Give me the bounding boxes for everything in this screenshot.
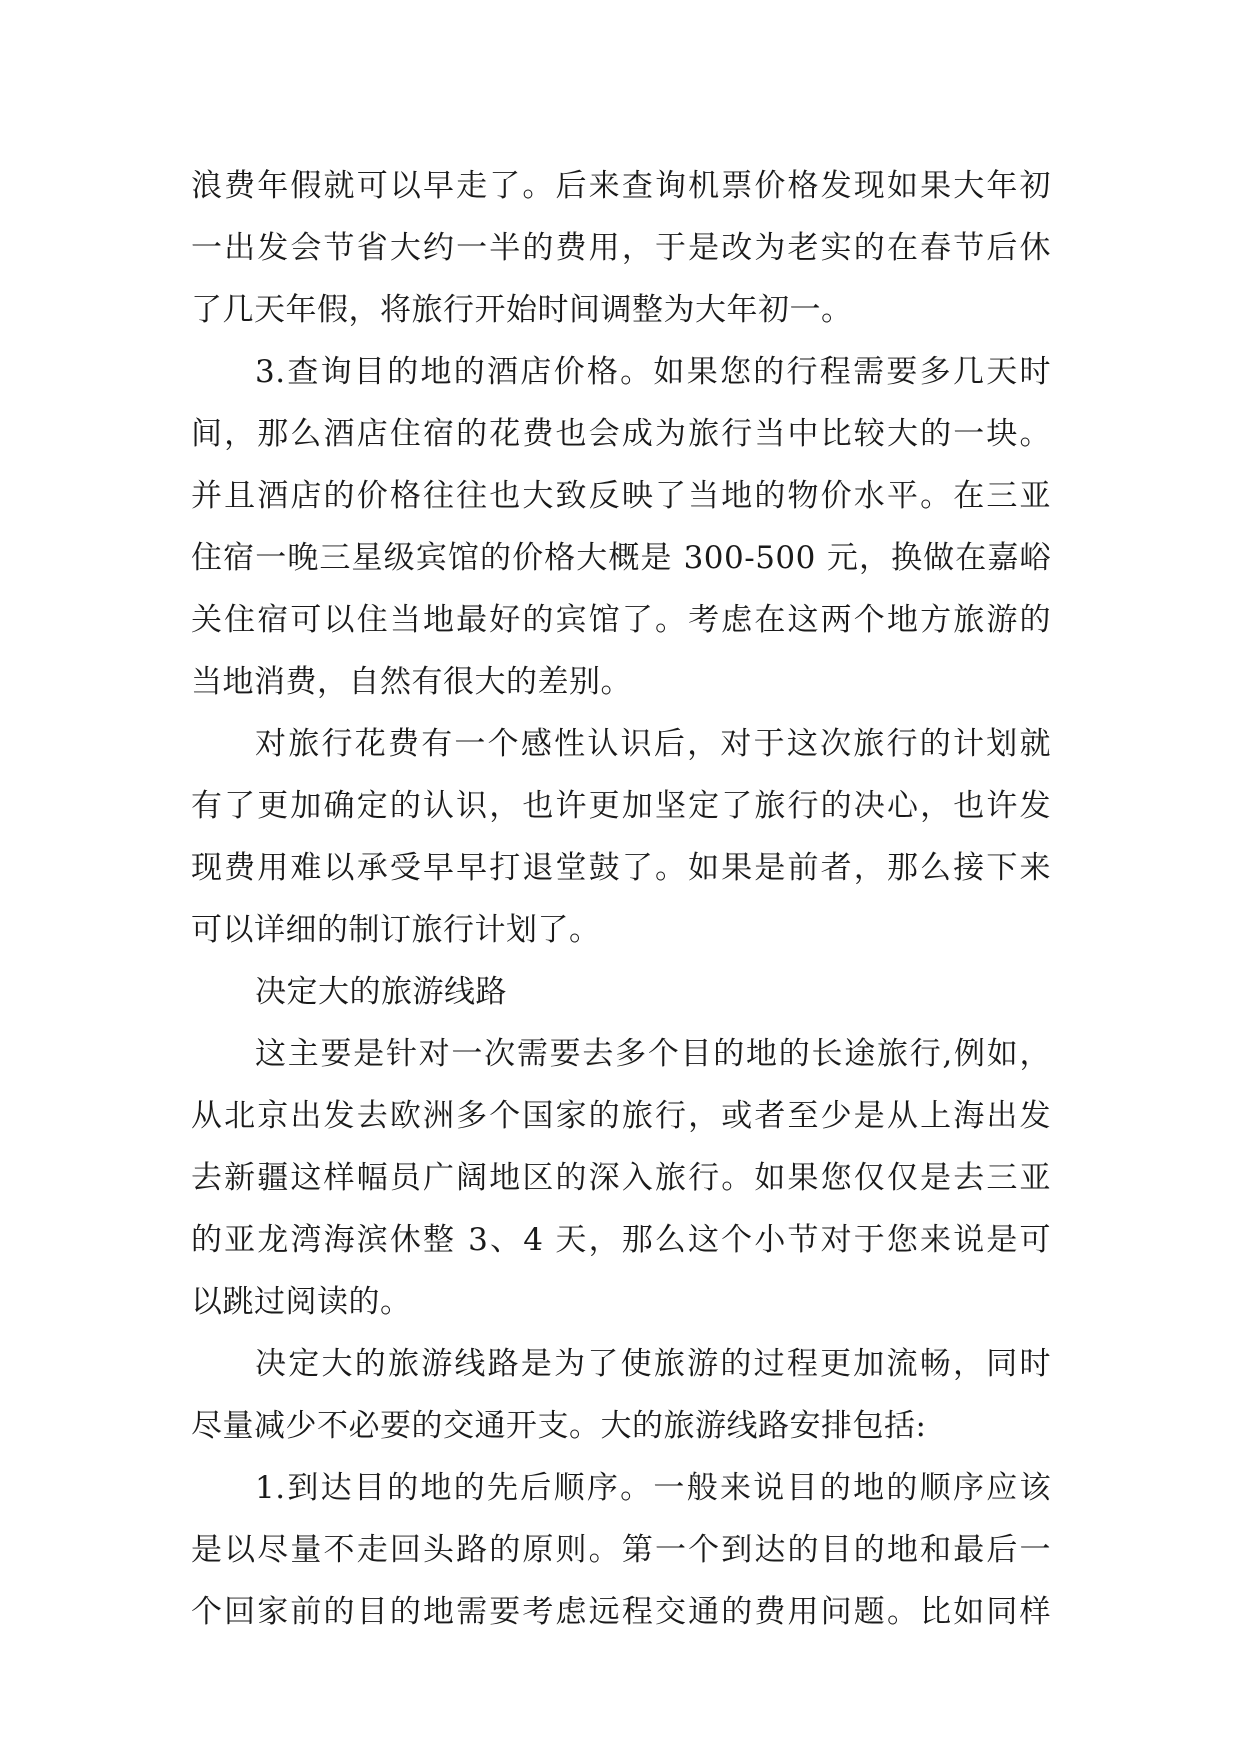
- text-line: 并且酒店的价格往往也大致反映了当地的物价水平。在三亚: [191, 478, 1051, 514]
- text-line: 了几天年假，将旅行开始时间调整为大年初一。: [191, 292, 853, 328]
- text-line: 可以详细的制订旅行计划了。: [191, 912, 601, 948]
- text-line: 决定大的旅游线路: [255, 974, 507, 1010]
- text-line: 有了更加确定的认识，也许更加坚定了旅行的决心，也许发: [191, 788, 1051, 824]
- text-line: 1.到达目的地的先后顺序。一般来说目的地的顺序应该: [255, 1470, 1051, 1506]
- document-body: [191, 155, 1051, 1643]
- text-line: 间，那么酒店住宿的花费也会成为旅行当中比较大的一块。: [191, 416, 1051, 452]
- text-line: 决定大的旅游线路是为了使旅游的过程更加流畅，同时: [255, 1346, 1051, 1382]
- text-line: 当地消费，自然有很大的差别。: [191, 664, 632, 700]
- text-line: 以跳过阅读的。: [191, 1284, 412, 1320]
- text-line: 的亚龙湾海滨休整 3、4 天，那么这个小节对于您来说是可: [191, 1222, 1051, 1258]
- text-line: 这主要是针对一次需要去多个目的地的长途旅行,例如，: [255, 1036, 1051, 1072]
- text-line: 个回家前的目的地需要考虑远程交通的费用问题。比如同样: [191, 1594, 1051, 1630]
- text-line: 现费用难以承受早早打退堂鼓了。如果是前者，那么接下来: [191, 850, 1051, 886]
- text-line: 关住宿可以住当地最好的宾馆了。考虑在这两个地方旅游的: [191, 602, 1051, 638]
- text-line: 从北京出发去欧洲多个国家的旅行，或者至少是从上海出发: [191, 1098, 1051, 1134]
- text-line: 是以尽量不走回头路的原则。第一个到达的目的地和最后一: [191, 1532, 1051, 1568]
- text-line: 浪费年假就可以早走了。后来查询机票价格发现如果大年初: [191, 168, 1051, 204]
- text-line: 对旅行花费有一个感性认识后，对于这次旅行的计划就: [255, 726, 1051, 762]
- text-line: 一出发会节省大约一半的费用，于是改为老实的在春节后休: [191, 230, 1051, 266]
- text-line: 3.查询目的地的酒店价格。如果您的行程需要多几天时: [255, 354, 1051, 390]
- text-line: 去新疆这样幅员广阔地区的深入旅行。如果您仅仅是去三亚: [191, 1160, 1051, 1196]
- text-line: 尽量减少不必要的交通开支。大的旅游线路安排包括:: [191, 1408, 927, 1444]
- text-line: 住宿一晚三星级宾馆的价格大概是 300-500 元，换做在嘉峪: [191, 540, 1051, 576]
